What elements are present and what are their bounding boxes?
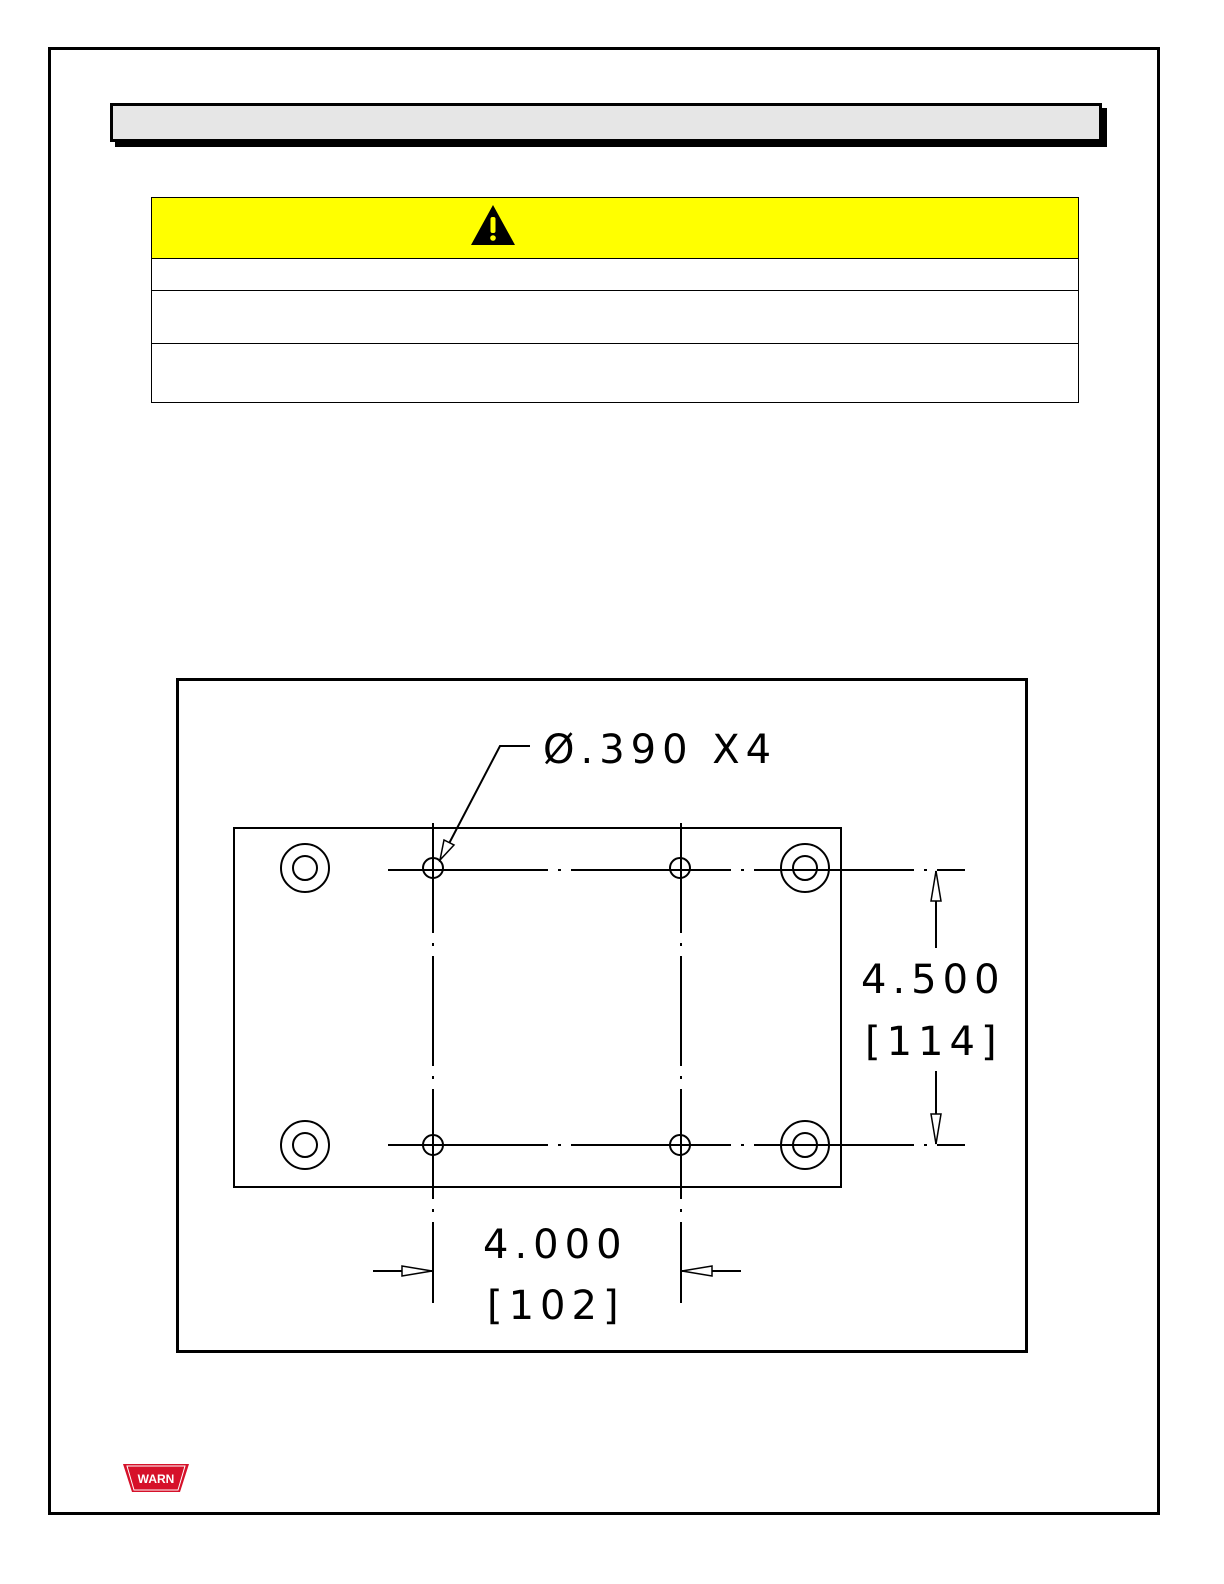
warn-logo [123, 1462, 189, 1494]
vertical-dimension-mm: [114] [865, 1019, 1003, 1065]
caution-table [151, 197, 1079, 403]
horizontal-dimension-mm: [102] [487, 1283, 625, 1329]
callout-leader [443, 746, 530, 855]
vertical-dimension-inches: 4.500 [861, 957, 1006, 1003]
hole-callout-label: Ø.390 X4 [543, 727, 778, 773]
horizontal-dimension-inches: 4.000 [483, 1222, 628, 1268]
caution-header [152, 198, 1078, 259]
corner-bolt-outer [281, 1121, 329, 1169]
mounting-pattern-figure [176, 678, 1028, 1353]
dimension-arrowhead [402, 1266, 432, 1276]
logo-text: WARN [137, 1472, 175, 1486]
dimension-arrowhead [682, 1266, 712, 1276]
section-title-bar [110, 103, 1102, 142]
mounting-pattern-drawing [179, 681, 1031, 1356]
warning-triangle-icon [469, 203, 517, 247]
corner-bolt-inner [793, 856, 817, 880]
caution-row [152, 259, 1078, 291]
corner-bolt-inner [293, 1133, 317, 1157]
caution-row [152, 344, 1078, 403]
corner-bolt-outer [781, 844, 829, 892]
callout-arrowhead [440, 840, 454, 860]
corner-bolt-inner [293, 856, 317, 880]
caution-row [152, 291, 1078, 344]
dimension-arrowhead [931, 871, 941, 901]
dimension-arrowhead [931, 1114, 941, 1144]
corner-bolt-outer [281, 844, 329, 892]
